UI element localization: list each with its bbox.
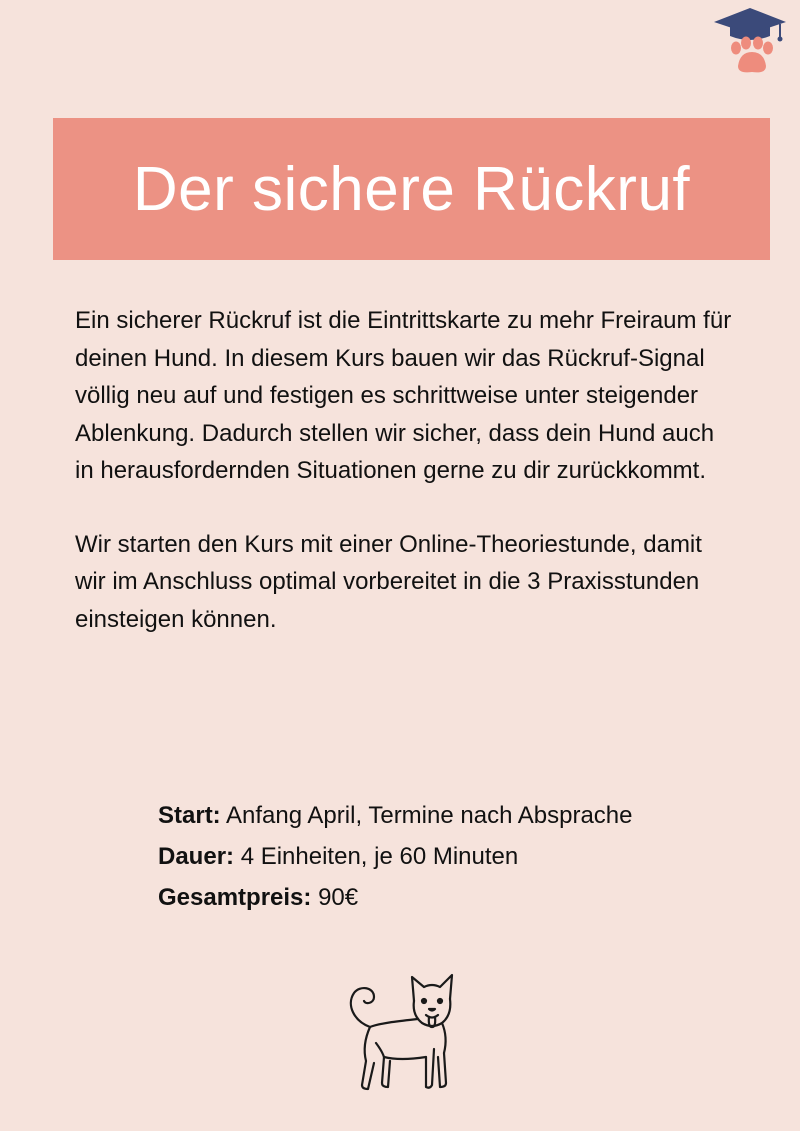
fact-label: Gesamtpreis: xyxy=(158,884,312,911)
fact-label: Dauer: xyxy=(158,843,235,870)
fact-duration xyxy=(158,836,758,877)
fact-label: Start: xyxy=(158,802,221,829)
dog-line-drawing-icon xyxy=(340,965,460,1095)
fact-value: Anfang April, Termine nach Absprache xyxy=(226,802,633,829)
fact-value: 4 Einheiten, je 60 Minuten xyxy=(240,843,519,870)
course-description xyxy=(75,302,735,674)
paw-graduation-cap-icon xyxy=(710,6,790,76)
fact-value: 90€ xyxy=(318,884,359,911)
title-banner xyxy=(53,118,770,260)
fact-price xyxy=(158,877,758,918)
page-title: Der sichere Rückruf xyxy=(132,154,691,224)
description-paragraph: Wir starten den Kurs mit einer Online-Theoriestunde, damit wir im Anschluss optimal vorbereitet in die 3 Praxisstunden einsteigen können. xyxy=(75,530,702,633)
description-paragraph: Ein sicherer Rückruf ist die Eintrittskarte zu mehr Freiraum für deinen Hund. In diesem Kurs bauen wir das Rückruf-Signal völlig neu auf und festigen es schrittweise unter steigender Ablenkung. Dadurch stellen wir sicher, dass dein Hund auch in herausfordernden Situationen gerne zu dir zurückkommt. xyxy=(75,307,732,484)
fact-start xyxy=(158,795,758,836)
course-facts xyxy=(158,795,758,918)
